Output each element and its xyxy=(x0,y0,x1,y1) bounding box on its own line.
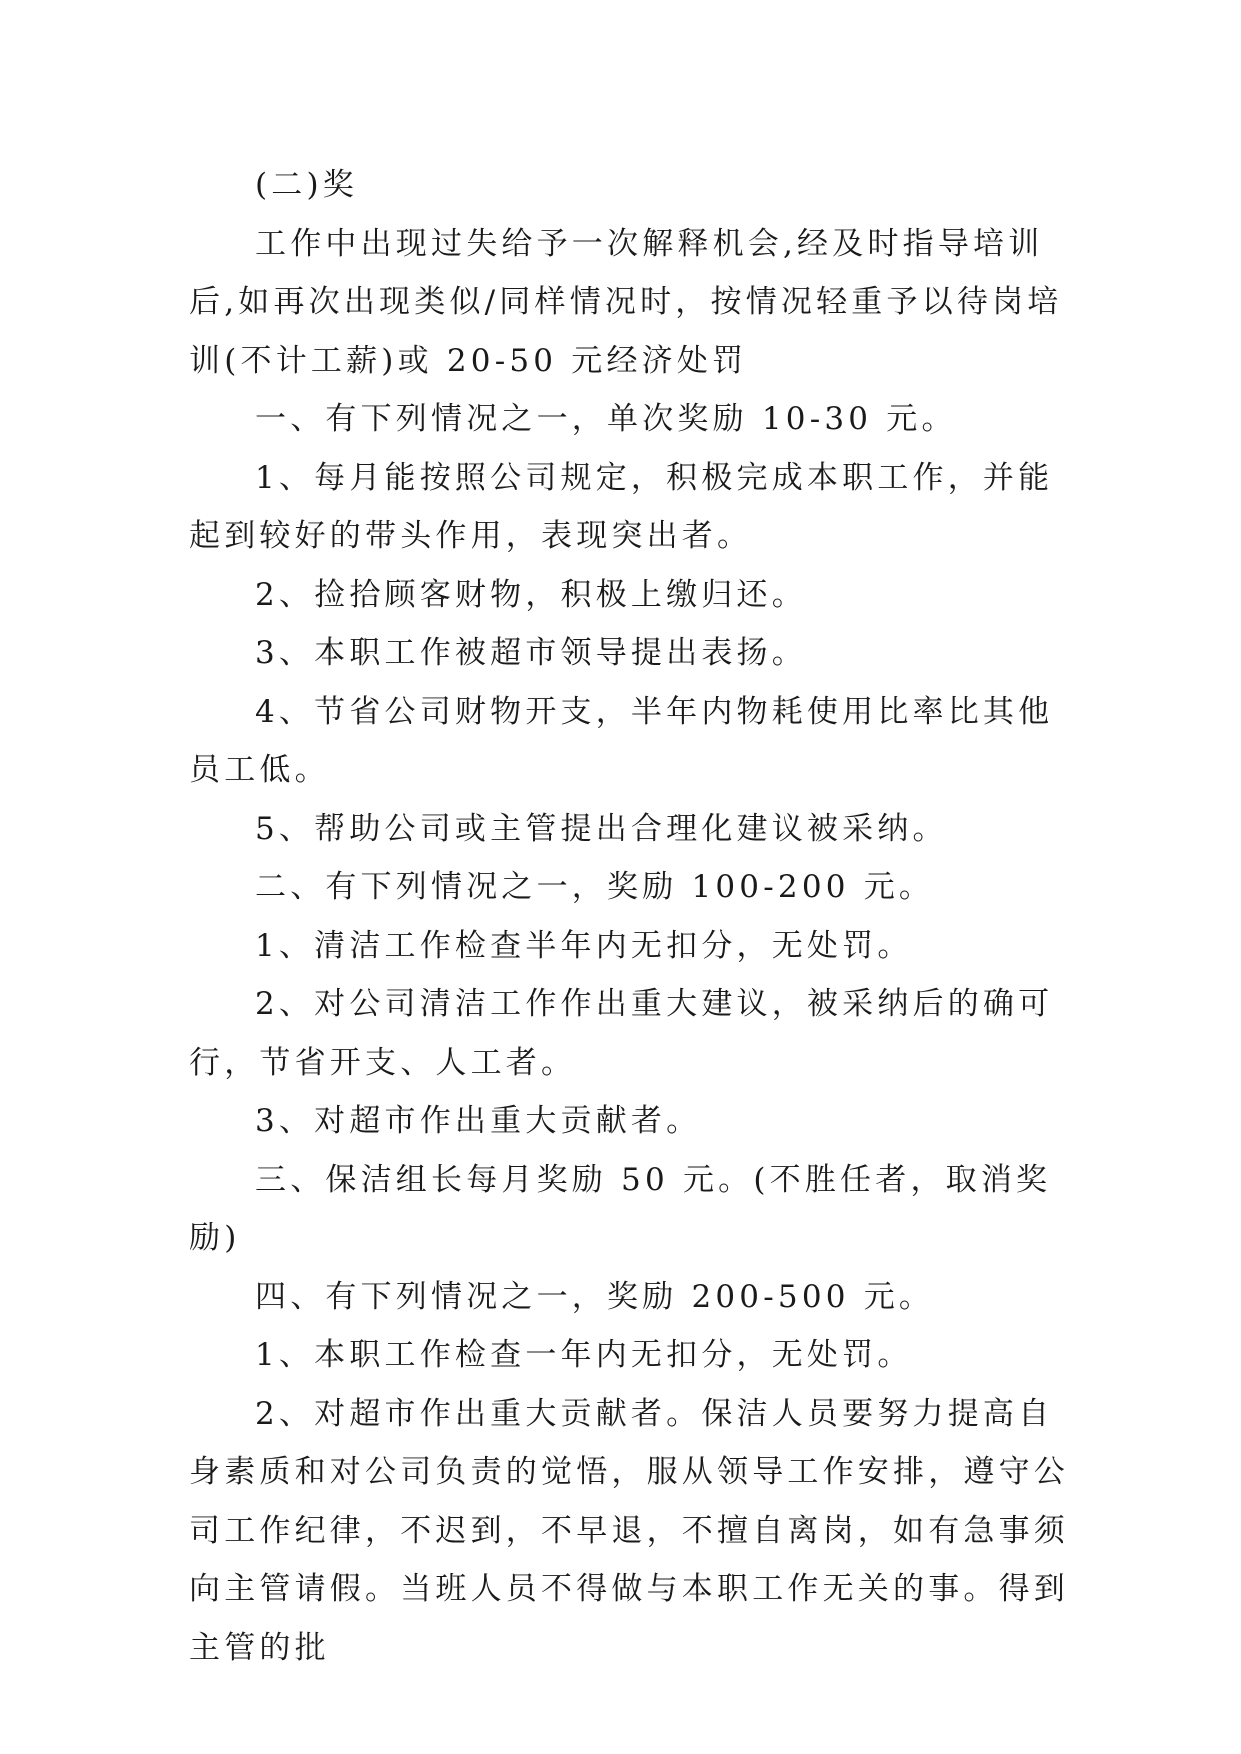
reward-tier-2-item-1: 1、清洁工作检查半年内无扣分，无处罚。 xyxy=(255,927,913,964)
reward-tier-1-item-1: 1、每月能按照公司规定，积极完成本职工作，并能起到较好的带头作用，表现突出者。 xyxy=(189,459,1054,554)
reward-tier-1-item-5: 5、帮助公司或主管提出合理化建议被采纳。 xyxy=(255,810,948,847)
reward-tier-4-item-2: 2、对超市作出重大贡献者。保洁人员要努力提高自身素质和对公司负责的觉悟，服从领导工作安排，遵守公司工作纪律，不迟到，不早退，不擅自离岗，如有急事须向主管请假。当班人员不得做与本职工作无关的事。得到主管的批 xyxy=(189,1395,1069,1666)
reward-tier-1-item-4: 4、节省公司财物开支，半年内物耗使用比率比其他员工低。 xyxy=(189,693,1054,788)
section-heading-rewards: (二)奖 xyxy=(255,167,358,203)
reward-tier-1-item-3: 3、本职工作被超市领导提出表扬。 xyxy=(255,635,807,671)
reward-tier-2-item-2: 2、对公司清洁工作作出重大建议，被采纳后的确可行，节省开支、人工者。 xyxy=(189,986,1054,1081)
reward-tier-3-heading: 三、保洁组长每月奖励 50 元。(不胜任者，取消奖励) xyxy=(189,1161,1052,1256)
reward-tier-1-item-2: 2、捡拾顾客财物，积极上缴归还。 xyxy=(255,576,807,613)
document-body xyxy=(189,156,1069,1677)
reward-tier-1-heading: 一、有下列情况之一，单次奖励 10-30 元。 xyxy=(255,401,957,437)
reward-tier-2-item-3: 3、对超市作出重大贡献者。 xyxy=(255,1103,702,1139)
reward-tier-4-item-1: 1、本职工作检查一年内无扣分，无处罚。 xyxy=(255,1337,913,1373)
paragraph-penalty-rule: 工作中出现过失给予一次解释机会,经及时指导培训后,如再次出现类似/同样情况时，按情况轻重予以待岗培训(不计工薪)或 20-50 元经济处罚 xyxy=(189,225,1063,379)
reward-tier-4-heading: 四、有下列情况之一，奖励 200-500 元。 xyxy=(255,1278,935,1315)
reward-tier-2-heading: 二、有下列情况之一，奖励 100-200 元。 xyxy=(255,869,935,905)
